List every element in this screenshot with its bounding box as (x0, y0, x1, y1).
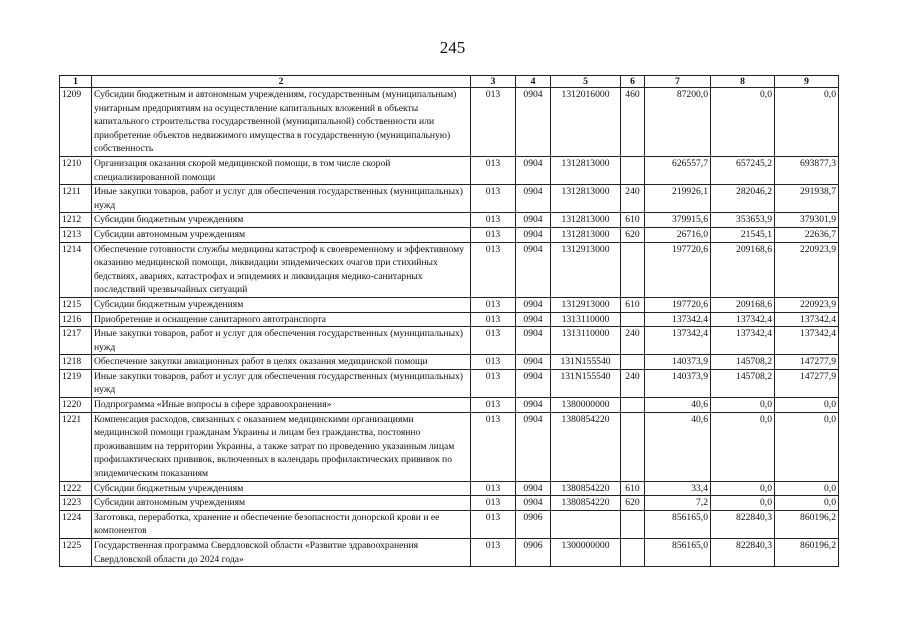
row-value-8: 353653,9 (711, 213, 775, 228)
row-col4: 0904 (516, 227, 551, 242)
row-value-8: 137342,4 (711, 327, 775, 355)
row-value-8: 209168,6 (711, 242, 775, 297)
table-row (60, 297, 839, 312)
row-col5: 1312813000 (551, 213, 621, 228)
row-col6 (621, 312, 645, 327)
row-number: 1225 (60, 539, 92, 567)
row-number: 1215 (60, 297, 92, 312)
row-description: Организация оказания скорой медицинской помощи, в том числе скорой специализированной помощи (92, 156, 471, 184)
row-col4: 0904 (516, 156, 551, 184)
row-number: 1218 (60, 355, 92, 370)
row-value-8: 822840,3 (711, 539, 775, 567)
row-col4: 0904 (516, 88, 551, 157)
table-row (60, 242, 839, 297)
row-value-8: 0,0 (711, 412, 775, 481)
row-value-9: 137342,4 (775, 312, 839, 327)
row-value-8: 209168,6 (711, 297, 775, 312)
page-number: 245 (439, 38, 466, 57)
row-col6 (621, 398, 645, 413)
row-number: 1211 (60, 185, 92, 213)
row-value-9: 0,0 (775, 412, 839, 481)
row-col3: 013 (471, 88, 516, 157)
row-description: Субсидии бюджетным и автономным учреждениям, государственным (муниципальным) унитарным предприятиям на осуществление капитальных вложений в объекты капитального строительства государственной (муниципальной) собственности или приобретение объектов недвижимого имущества в государственную (муниципальную) собственность (92, 88, 471, 157)
table-row (60, 369, 839, 397)
row-description: Иные закупки товаров, работ и услуг для обеспечения государственных (муниципальных) нужд (92, 369, 471, 397)
row-col4: 0906 (516, 510, 551, 538)
table-row (60, 312, 839, 327)
table-row (60, 213, 839, 228)
table-row (60, 156, 839, 184)
row-value-9: 147277,9 (775, 369, 839, 397)
row-value-8: 0,0 (711, 481, 775, 496)
row-value-7: 626557,7 (645, 156, 711, 184)
row-value-8: 0,0 (711, 398, 775, 413)
row-description: Иные закупки товаров, работ и услуг для обеспечения государственных (муниципальных) нужд (92, 327, 471, 355)
row-col4: 0904 (516, 369, 551, 397)
row-col6: 610 (621, 297, 645, 312)
row-col5: 1313110000 (551, 312, 621, 327)
row-description: Заготовка, переработка, хранение и обеспечение безопасности донорской крови и ее компонентов (92, 510, 471, 538)
row-col3: 013 (471, 398, 516, 413)
row-col4: 0904 (516, 481, 551, 496)
row-col5: 1312913000 (551, 242, 621, 297)
row-value-7: 856165,0 (645, 510, 711, 538)
row-value-9: 0,0 (775, 398, 839, 413)
row-col5: 1380000000 (551, 398, 621, 413)
row-col4: 0906 (516, 539, 551, 567)
row-value-7: 26716,0 (645, 227, 711, 242)
row-col6 (621, 539, 645, 567)
row-col6: 240 (621, 369, 645, 397)
row-value-7: 137342,4 (645, 312, 711, 327)
header-cell: 8 (711, 76, 775, 88)
row-col3: 013 (471, 539, 516, 567)
row-col4: 0904 (516, 412, 551, 481)
row-value-7: 87200,0 (645, 88, 711, 157)
table-row (60, 185, 839, 213)
row-value-7: 140373,9 (645, 369, 711, 397)
row-value-7: 40,6 (645, 412, 711, 481)
row-number: 1210 (60, 156, 92, 184)
row-col4: 0904 (516, 213, 551, 228)
row-col6: 460 (621, 88, 645, 157)
row-number: 1217 (60, 327, 92, 355)
row-description: Государственная программа Свердловской области «Развитие здравоохранения Свердловской области до 2024 года» (92, 539, 471, 567)
row-description: Субсидии бюджетным учреждениям (92, 213, 471, 228)
row-value-8: 145708,2 (711, 355, 775, 370)
row-col5: 1380854220 (551, 481, 621, 496)
row-col5: 131N155540 (551, 355, 621, 370)
row-col3: 013 (471, 369, 516, 397)
row-col6 (621, 510, 645, 538)
table-row (60, 412, 839, 481)
row-description: Иные закупки товаров, работ и услуг для обеспечения государственных (муниципальных) нужд (92, 185, 471, 213)
row-col6: 620 (621, 227, 645, 242)
row-value-7: 140373,9 (645, 355, 711, 370)
row-value-7: 137342,4 (645, 327, 711, 355)
row-col6 (621, 412, 645, 481)
budget-table (59, 75, 839, 567)
row-description: Субсидии автономным учреждениям (92, 496, 471, 511)
row-value-9: 22636,7 (775, 227, 839, 242)
row-value-8: 0,0 (711, 496, 775, 511)
row-value-9: 693877,3 (775, 156, 839, 184)
table-row (60, 510, 839, 538)
row-col3: 013 (471, 242, 516, 297)
row-value-7: 856165,0 (645, 539, 711, 567)
row-value-7: 219926,1 (645, 185, 711, 213)
row-value-7: 379915,6 (645, 213, 711, 228)
row-number: 1223 (60, 496, 92, 511)
row-value-8: 0,0 (711, 88, 775, 157)
row-col5: 1380854220 (551, 496, 621, 511)
row-number: 1219 (60, 369, 92, 397)
row-value-9: 0,0 (775, 481, 839, 496)
row-col3: 013 (471, 156, 516, 184)
row-col6: 620 (621, 496, 645, 511)
row-value-8: 145708,2 (711, 369, 775, 397)
row-col4: 0904 (516, 327, 551, 355)
row-value-7: 7,2 (645, 496, 711, 511)
row-number: 1213 (60, 227, 92, 242)
row-col6 (621, 355, 645, 370)
row-number: 1220 (60, 398, 92, 413)
row-col6: 610 (621, 481, 645, 496)
header-cell: 4 (516, 76, 551, 88)
row-col3: 013 (471, 412, 516, 481)
row-value-8: 137342,4 (711, 312, 775, 327)
header-cell: 3 (471, 76, 516, 88)
row-value-7: 197720,6 (645, 297, 711, 312)
row-number: 1222 (60, 481, 92, 496)
row-value-9: 220923,9 (775, 297, 839, 312)
row-col5: 1312016000 (551, 88, 621, 157)
table-row (60, 355, 839, 370)
row-col5: 1312813000 (551, 156, 621, 184)
row-value-9: 860196,2 (775, 510, 839, 538)
row-col3: 013 (471, 481, 516, 496)
row-number: 1221 (60, 412, 92, 481)
row-number: 1224 (60, 510, 92, 538)
row-description: Подпрограмма «Иные вопросы в сфере здравоохранения» (92, 398, 471, 413)
row-col3: 013 (471, 185, 516, 213)
row-number: 1212 (60, 213, 92, 228)
row-col3: 013 (471, 355, 516, 370)
header-cell: 1 (60, 76, 92, 88)
row-number: 1209 (60, 88, 92, 157)
header-cell: 7 (645, 76, 711, 88)
row-description: Субсидии автономным учреждениям (92, 227, 471, 242)
row-col5: 1312913000 (551, 297, 621, 312)
row-value-9: 0,0 (775, 88, 839, 157)
table-row (60, 227, 839, 242)
row-col6 (621, 156, 645, 184)
row-col4: 0904 (516, 297, 551, 312)
row-col3: 013 (471, 496, 516, 511)
row-col5: 1380854220 (551, 412, 621, 481)
row-col4: 0904 (516, 398, 551, 413)
row-description: Приобретение и оснащение санитарного автотранспорта (92, 312, 471, 327)
row-description: Компенсация расходов, связанных с оказанием медицинскими организациями медицинской помощи гражданам Украины и лицам без гражданства, постоянно проживавшим на территории Украины, а также затрат по проведению указанным лицам профилактических прививок, включенных в календарь профилактических прививок по эпидемическим показаниям (92, 412, 471, 481)
row-col6: 240 (621, 185, 645, 213)
row-value-9: 0,0 (775, 496, 839, 511)
row-col5: 131N155540 (551, 369, 621, 397)
row-value-9: 220923,9 (775, 242, 839, 297)
table-row (60, 539, 839, 567)
row-col4: 0904 (516, 355, 551, 370)
row-col3: 013 (471, 227, 516, 242)
row-col5: 1312813000 (551, 185, 621, 213)
table-row (60, 496, 839, 511)
table-row (60, 88, 839, 157)
row-description: Обеспечение закупки авиационных работ в целях оказания медицинской помощи (92, 355, 471, 370)
row-value-8: 657245,2 (711, 156, 775, 184)
table-row (60, 398, 839, 413)
table-row (60, 481, 839, 496)
row-value-9: 291938,7 (775, 185, 839, 213)
row-value-7: 197720,6 (645, 242, 711, 297)
row-description: Обеспечение готовности службы медицины катастроф к своевременному и эффективному оказанию медицинской помощи, ликвидации эпидемических очагов при стихийных бедствиях, авариях, катастрофах и эпидемиях и ликвидация медико-санитарных последствий чрезвычайных ситуаций (92, 242, 471, 297)
row-number: 1214 (60, 242, 92, 297)
row-col3: 013 (471, 327, 516, 355)
row-description: Субсидии бюджетным учреждениям (92, 297, 471, 312)
row-col6: 610 (621, 213, 645, 228)
table-row (60, 327, 839, 355)
header-cell: 9 (775, 76, 839, 88)
row-value-7: 33,4 (645, 481, 711, 496)
row-number: 1216 (60, 312, 92, 327)
row-col3: 013 (471, 312, 516, 327)
row-value-8: 822840,3 (711, 510, 775, 538)
row-col5: 1313110000 (551, 327, 621, 355)
row-col5 (551, 510, 621, 538)
row-col4: 0904 (516, 496, 551, 511)
header-cell: 2 (92, 76, 471, 88)
row-value-7: 40,6 (645, 398, 711, 413)
row-col6 (621, 242, 645, 297)
row-value-9: 137342,4 (775, 327, 839, 355)
row-value-9: 860196,2 (775, 539, 839, 567)
row-value-8: 282046,2 (711, 185, 775, 213)
row-col4: 0904 (516, 312, 551, 327)
row-value-9: 147277,9 (775, 355, 839, 370)
row-col5: 1312813000 (551, 227, 621, 242)
row-col3: 013 (471, 297, 516, 312)
row-description: Субсидии бюджетным учреждениям (92, 481, 471, 496)
row-col4: 0904 (516, 242, 551, 297)
row-col6: 240 (621, 327, 645, 355)
table-header-row (60, 76, 839, 88)
header-cell: 6 (621, 76, 645, 88)
row-col5: 1300000000 (551, 539, 621, 567)
table-body (60, 88, 839, 567)
header-cell: 5 (551, 76, 621, 88)
row-value-9: 379301,9 (775, 213, 839, 228)
row-value-8: 21545,1 (711, 227, 775, 242)
row-col3: 013 (471, 510, 516, 538)
row-col4: 0904 (516, 185, 551, 213)
row-col3: 013 (471, 213, 516, 228)
